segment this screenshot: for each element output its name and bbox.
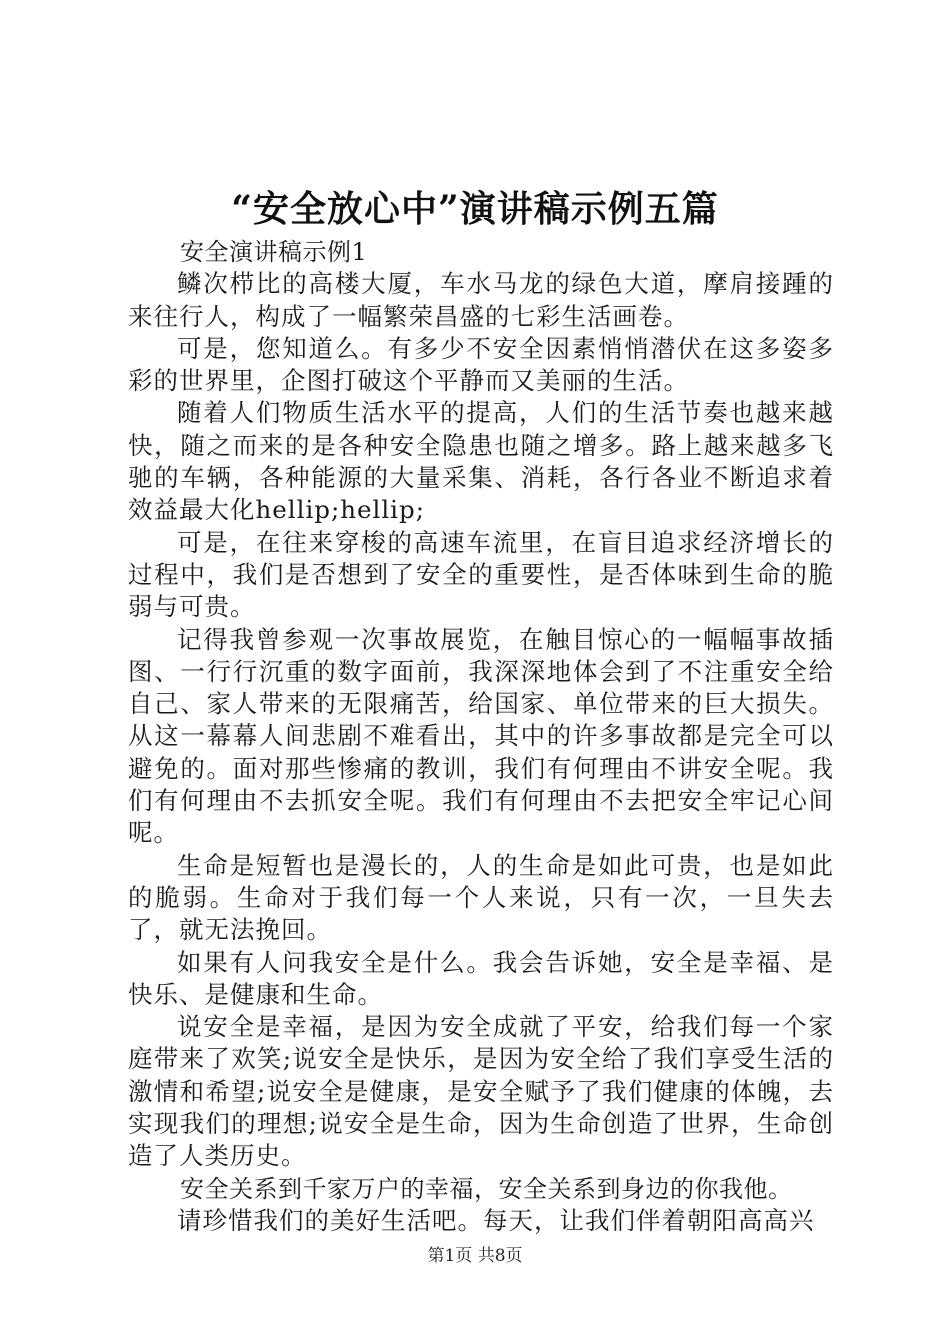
document-body — [128, 236, 834, 1237]
section-subheading: 安全演讲稿示例1 — [180, 238, 368, 266]
paragraph: 随着人们物质生活水平的提高，人们的生活节奏也越来越快，随之而来的是各种安全隐患也随之增多。路上越来越多飞驰的车辆，各种能源的大量采集、消耗，各行各业不断追求着效益最大化hellip;hellip; — [128, 398, 834, 525]
page-number-footer: 第1页 共8页 — [427, 1246, 523, 1266]
paragraph: 如果有人问我安全是什么。我会告诉她，安全是幸福、是快乐、是健康和生命。 — [128, 947, 834, 1009]
paragraph: 可是，在往来穿梭的高速车流里，在盲目追求经济增长的过程中，我们是否想到了安全的重要性，是否体味到生命的脆弱与可贵。 — [128, 527, 834, 622]
paragraph: 请珍惜我们的美好生活吧。每天，让我们伴着朝阳高高兴 — [177, 1205, 815, 1235]
closing-line: 安全关系到千家万户的幸福，安全关系到身边的你我他。 — [180, 1174, 793, 1203]
paragraph: 记得我曾参观一次事故展览，在触目惊心的一幅幅事故插图、一行行沉重的数字面前，我深深地体会到了不注重安全给自己、家人带来的无限痛苦，给国家、单位带来的巨大损失。从这一幕幕人间悲剧不难看出，其中的许多事故都是完全可以避免的。面对那些惨痛的教训，我们有何理由不讲安全呢。我们有何理由不去抓安全呢。我们有何理由不去把安全牢记心间呢。 — [128, 624, 834, 848]
paragraph: 可是，您知道么。有多少不安全因素悄悄潜伏在这多姿多彩的世界里，企图打破这个平静而又美丽的生活。 — [128, 333, 834, 396]
paragraph: 鳞次栉比的高楼大厦，车水马龙的绿色大道，摩肩接踵的来往行人，构成了一幅繁荣昌盛的七彩生活画卷。 — [128, 269, 834, 331]
document-title: “安全放心中”演讲稿示例五篇 — [231, 188, 719, 230]
paragraph: 说安全是幸福，是因为安全成就了平安，给我们每一个家庭带来了欢笑;说安全是快乐，是因为安全给了我们享受生活的激情和希望;说安全是健康，是安全赋予了我们健康的体魄，去实现我们的理想;说安全是生命，因为生命创造了世界，生命创造了人类历史。 — [128, 1012, 834, 1171]
paragraph: 生命是短暂也是漫长的，人的生命是如此可贵，也是如此的脆弱。生命对于我们每一个人来说，只有一次，一旦失去了，就无法挽回。 — [128, 850, 834, 945]
